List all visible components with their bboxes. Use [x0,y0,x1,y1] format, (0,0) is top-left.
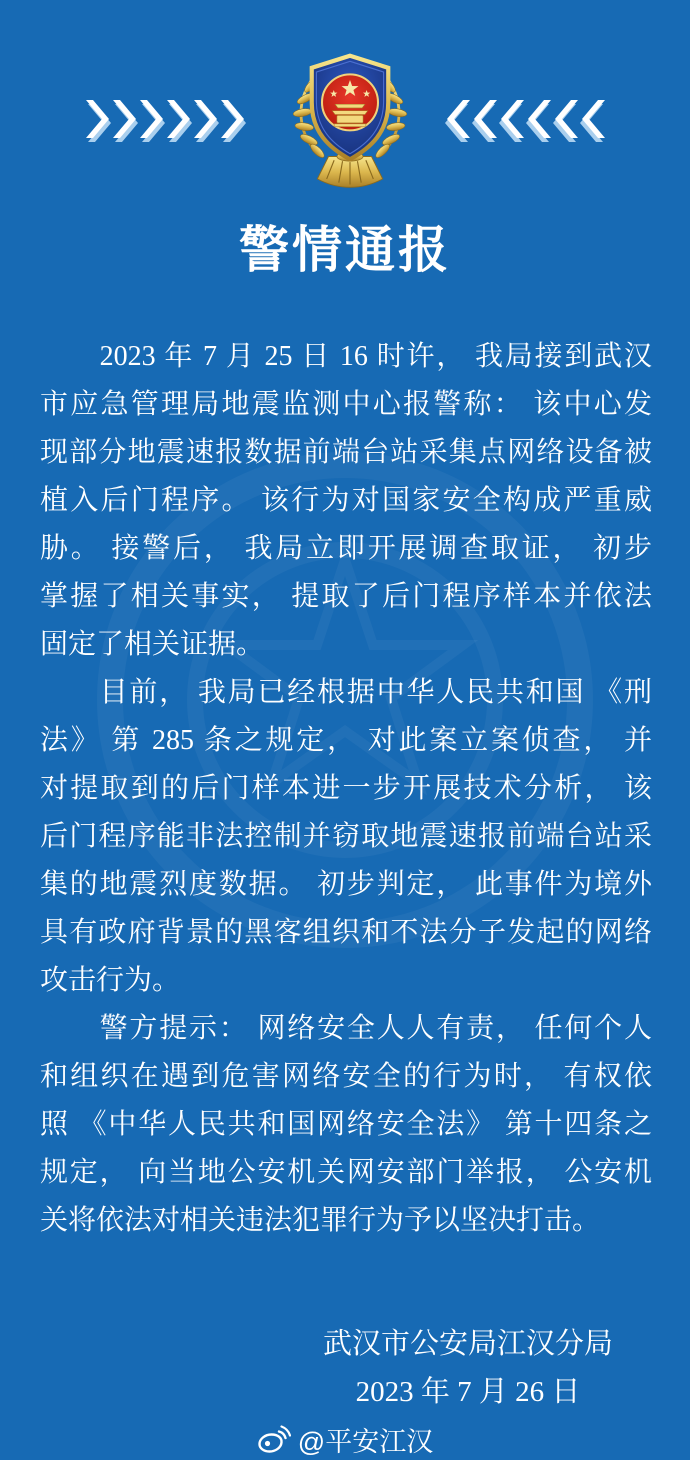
notice-title: 警情通报 [239,222,451,278]
paragraph [40,333,652,669]
left-chevrons-decoration [85,99,246,143]
paragraph [40,669,652,1005]
notice-body [40,333,652,1245]
weibo-handle: @平安江汉 [297,1427,434,1457]
body-line: 掌握了相关事实， 提取了后门程序样本并依法 [40,581,652,612]
body-line: 规定， 向当地公安机关网安部门举报， 公安机 [40,1157,652,1188]
right-chevrons-decoration [445,99,606,143]
issuer-office: 武汉市公安局江汉分局 [322,1328,613,1360]
body-line: 植入后门程序。 该行为对国家安全构成严重威 [40,485,652,516]
body-line: 后门程序能非法控制并窃取地震速报前端台站采 [40,821,652,852]
body-line: 对提取到的后门样本进一步开展技术分析， 该 [40,773,652,804]
body-line: 照 《中华人民共和国网络安全法》 第十四条之 [40,1109,652,1140]
body-line: 胁。 接警后， 我局立即开展调查取证， 初步 [40,533,652,564]
body-line: 警方提示： 网络安全人人有责， 任何个人 [40,1013,652,1044]
footer [0,1420,690,1459]
body-line: 攻击行为。 [40,965,181,996]
body-line: 固定了相关证据。 [40,629,265,660]
police-badge-icon [280,48,420,195]
body-line: 集的地震烈度数据。 初步判定， 此事件为境外 [40,869,652,900]
body-line: 法》 第 285 条之规定， 对此案立案侦查， 并 [40,725,652,756]
body-line: 2023 年 7 月 25 日 16 时许， 我局接到武汉 [40,341,652,372]
body-line: 和组织在遇到危害网络安全的行为时， 有权依 [40,1061,652,1092]
issue-date: 2023 年 7 月 26 日 [355,1376,581,1408]
body-line: 市应急管理局地震监测中心报警称： 该中心发 [40,389,652,420]
body-line: 具有政府背景的黑客组织和不法分子发起的网络 [40,917,652,948]
body-line: 目前， 我局已经根据中华人民共和国 《刑 [40,677,652,708]
weibo-icon [257,1424,291,1456]
body-line: 现部分地震速报数据前端台站采集点网络设备被 [40,437,652,468]
body-line: 关将依法对相关违法犯罪行为予以坚决打击。 [40,1205,601,1236]
issuer-signature-block [318,1320,618,1416]
paragraph [40,1005,652,1245]
